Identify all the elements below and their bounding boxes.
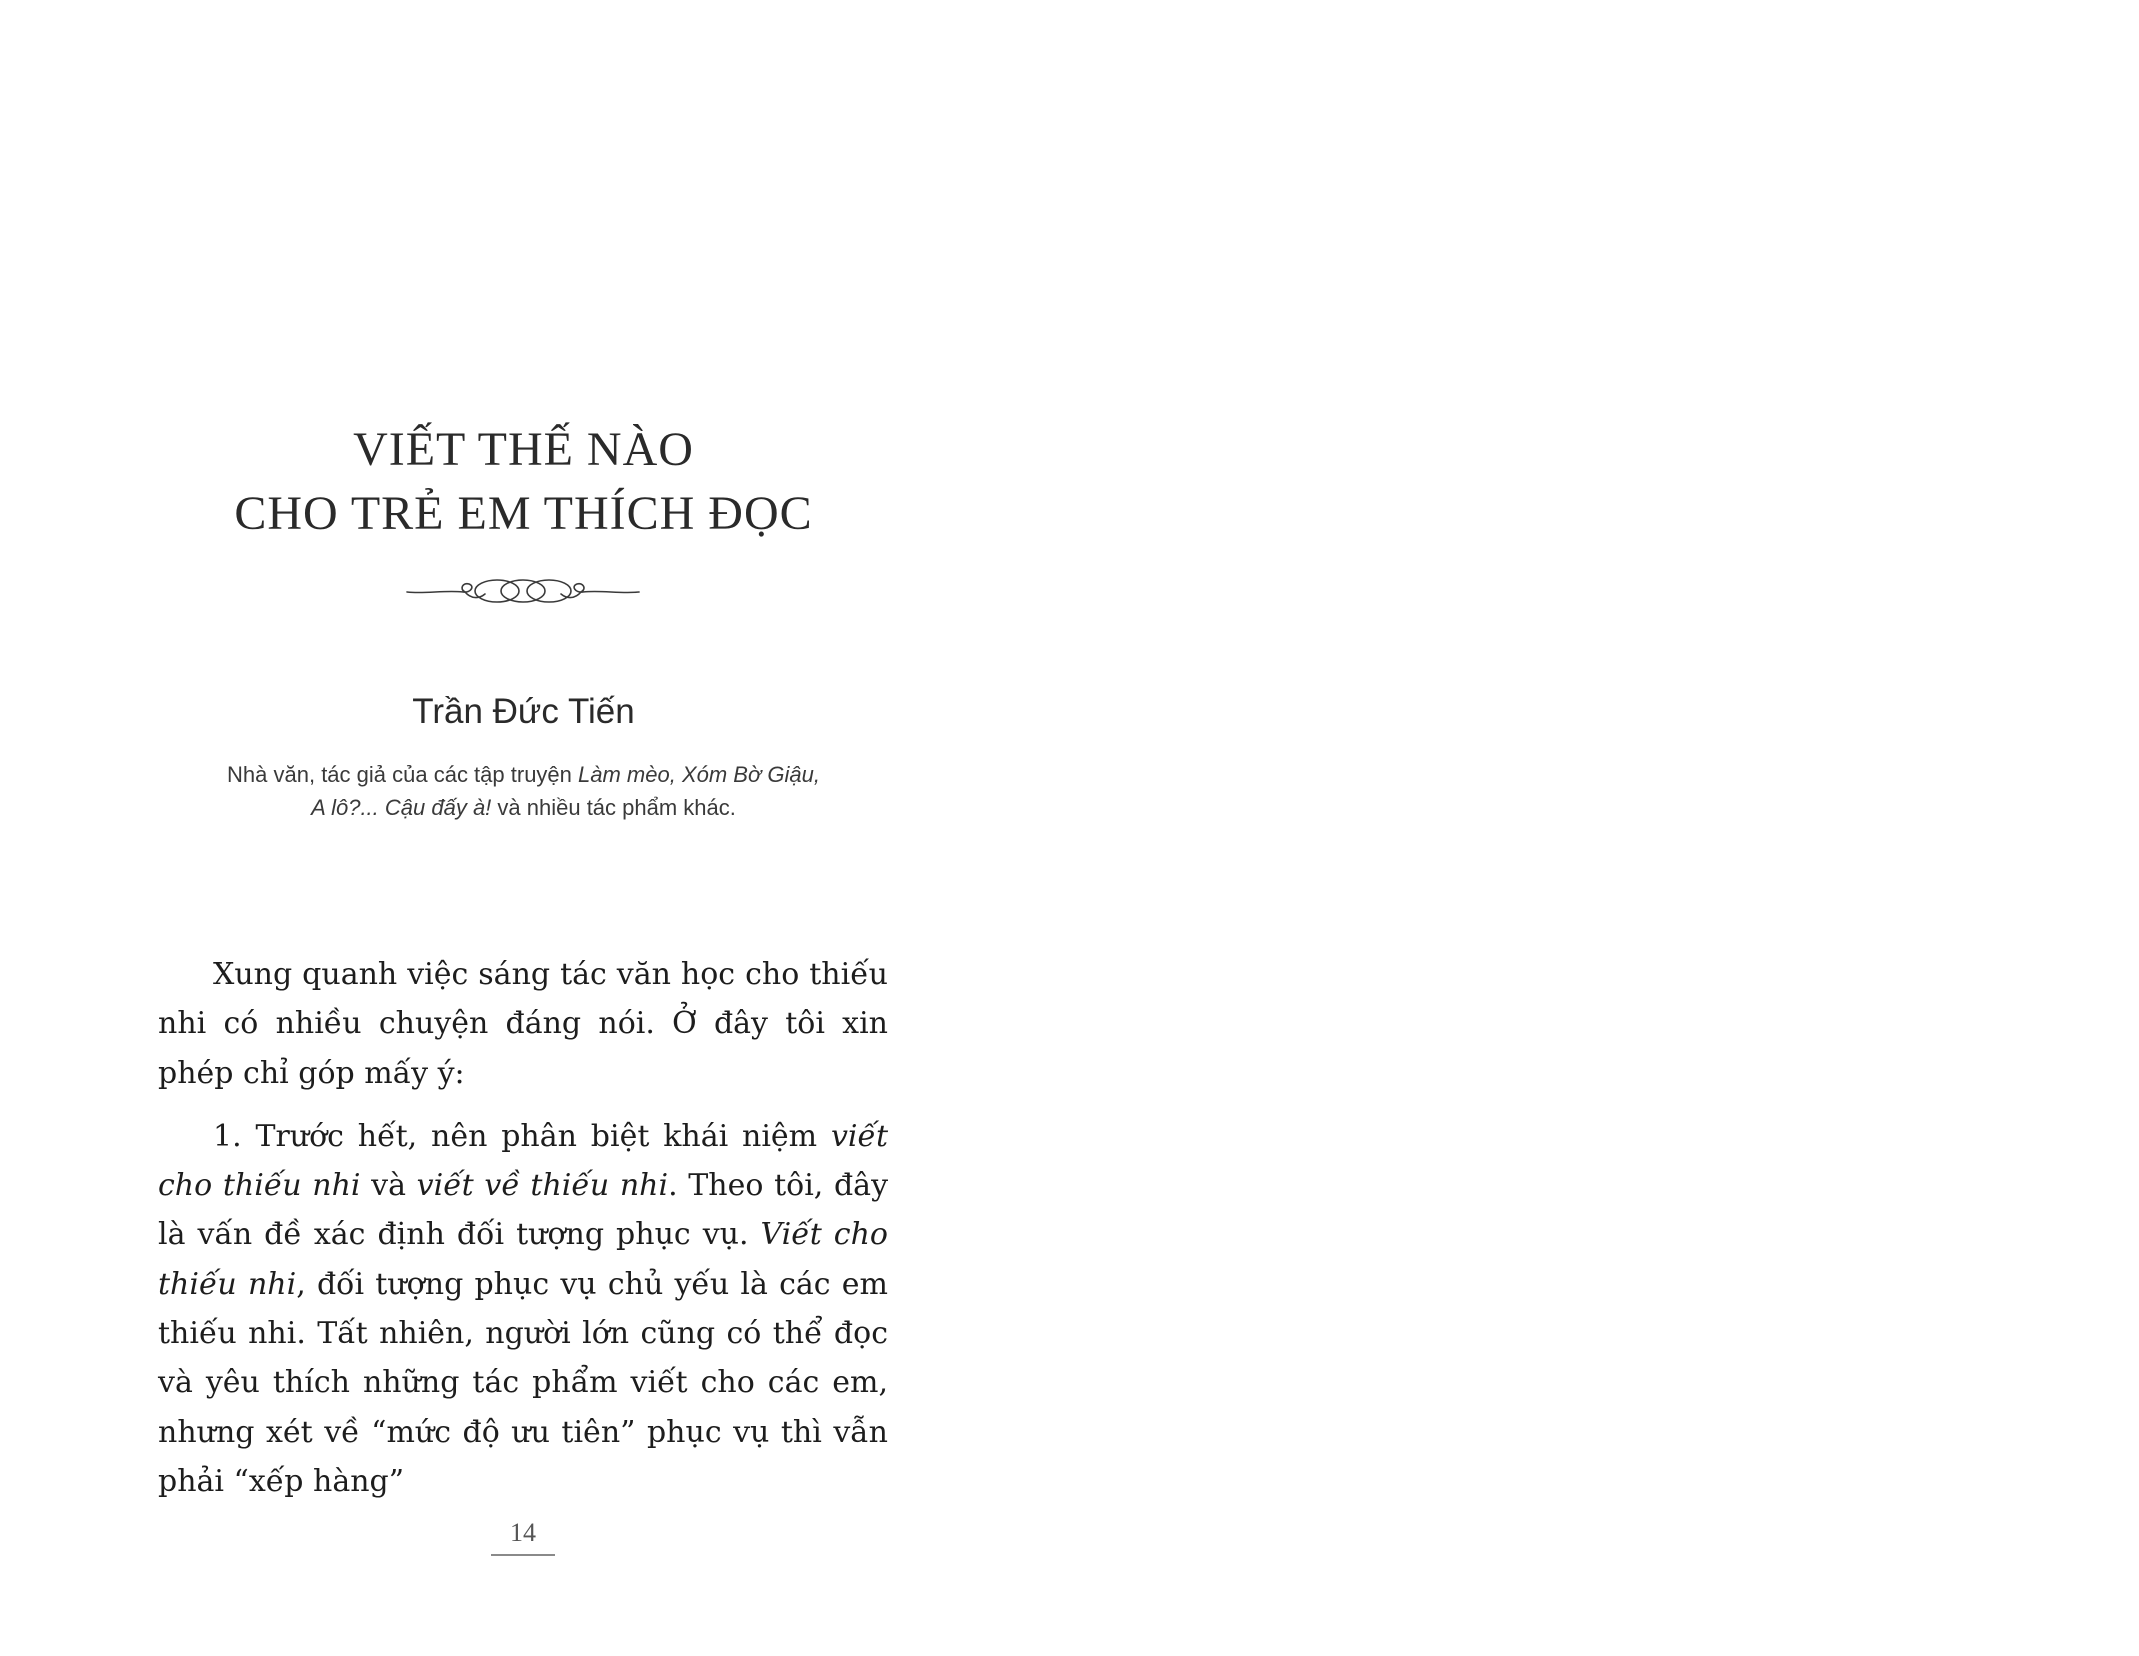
author-works-2: A lô?... Cậu đấy à! [311, 795, 492, 820]
paragraph: Xung quanh việc sáng tác văn học cho thiếu nhi có nhiều chuyện đáng nói. Ở đây tôi xin phép chỉ góp mấy ý: [158, 957, 888, 1091]
author-desc-prefix: Nhà văn, tác giả của các tập truyện [227, 762, 579, 787]
italic-run: Viết cho thiếu nhi [158, 1217, 888, 1302]
text-run: , đối tượng phục vụ chủ yếu là các em thiếu nhi. Tất nhiên, người lớn cũng có thể đọc và yêu thích những tác phẩm viết cho các em, nhưng xét về “mức độ ưu tiên” phục vụ thì vẫn phải “xếp hàng” [158, 1266, 888, 1499]
author-description [160, 758, 887, 824]
chapter-title [160, 418, 887, 546]
chapter-title-line-2: CHO TRẺ EM THÍCH ĐỌC [234, 487, 813, 540]
text-run: và [360, 1168, 417, 1204]
flourish-divider-icon [405, 572, 641, 610]
chapter-title-line-1: VIẾT THẾ NÀO [353, 423, 694, 476]
text-run: . Theo tôi, đây là vấn đề xác định đối tượng phục vụ. [158, 1168, 889, 1253]
author-name: Trần Đức Tiến [412, 692, 635, 731]
italic-run: viết cho thiếu nhi [158, 1118, 888, 1204]
author-desc-suffix: và nhiều tác phẩm khác. [491, 795, 736, 820]
right-page [1069, 0, 2139, 1646]
text-run: 1. Trước hết, nên phân biệt khái niệm [213, 1118, 831, 1154]
left-page [0, 0, 1069, 1646]
author-works-1: Làm mèo, Xóm Bờ Giậu, [578, 762, 820, 787]
page-number-left: 14 [491, 1518, 555, 1556]
left-body-text [158, 950, 888, 1506]
italic-run: viết về thiếu nhi [416, 1168, 669, 1204]
paragraph [158, 1112, 888, 1506]
